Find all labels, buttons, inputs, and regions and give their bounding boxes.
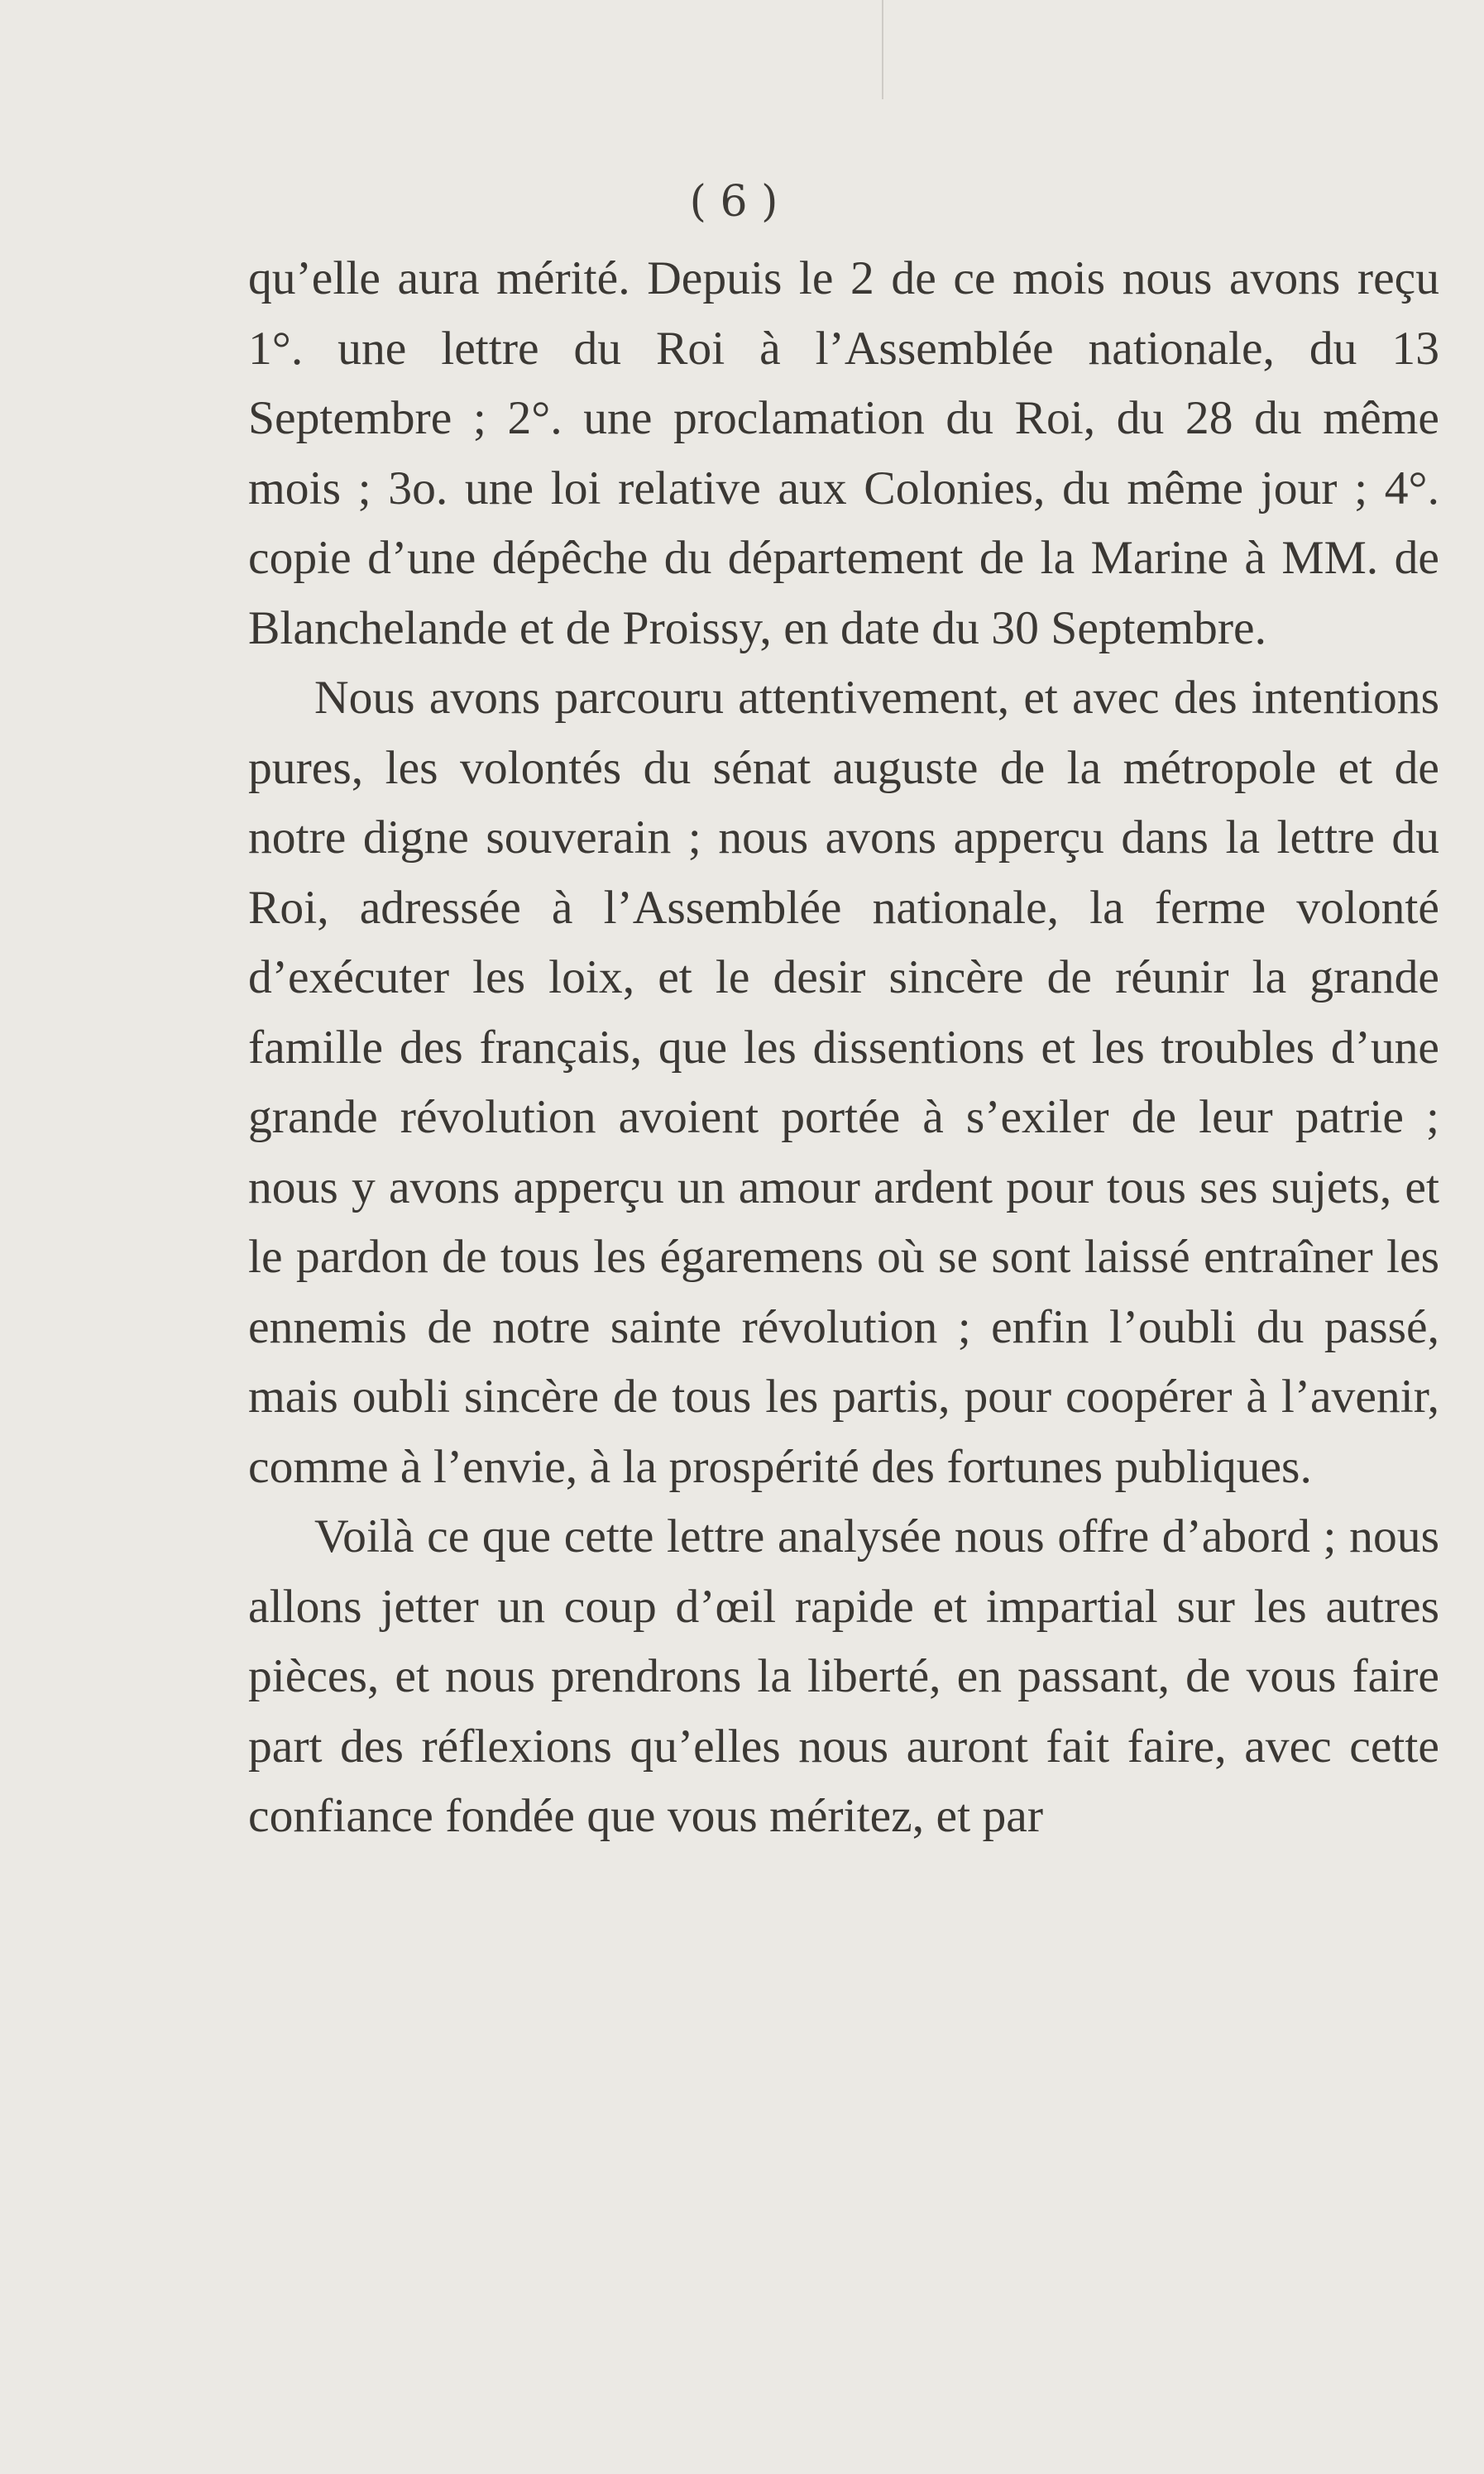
paragraph-2: Nous avons parcouru attentivement, et avec des intentions pures, les volontés du sénat auguste de la métropole et de notre digne souverain ; nous avons apperçu dans la lettre du Roi, adressée à l’Assemblée nationale, la ferme volonté d’exécuter les loix, et le desir sincère de réunir la grande famille des français, que les dissentions et les troubles d’une grande révolution avoient portée à s’exiler de leur patrie ; nous y avons apperçu un amour ardent pour tous ses sujets, et le pardon de tous les égaremens où se sont laissé entraîner les ennemis de notre sainte révolution ; enfin l’oubli du passé, mais oubli sincère de tous les partis, pour coopérer à l’avenir, comme à l’envie, à la prospérité des fortunes publiques. <box>248 672 1439 1493</box>
paper-crease <box>882 0 883 99</box>
paragraph-3: Voilà ce que cette lettre analysée nous offre d’abord ; nous allons jetter un coup d’œil rapide et impartial sur les autres pièces, et nous prendrons la liberté, en passant, de vous faire part des réflexions qu’elles nous auront fait faire, avec cette confiance fondée que vous méritez, et par <box>248 1510 1439 1842</box>
page-number: ( 6 ) <box>689 177 778 227</box>
paragraph-1: qu’elle aura mérité. Depuis le 2 de ce mois nous avons reçu 1°. une lettre du Roi à l’Assemblée nationale, du 13 Septembre ; 2°. une proclamation du Roi, du 28 du même mois ; 3o. une loi relative aux Colonies, du même jour ; 4°. copie d’une dépêche du département de la Marine à MM. de Blanchelande et de Proissy, en date du 30 Septembre. <box>248 252 1439 654</box>
body-text <box>248 244 1439 1852</box>
